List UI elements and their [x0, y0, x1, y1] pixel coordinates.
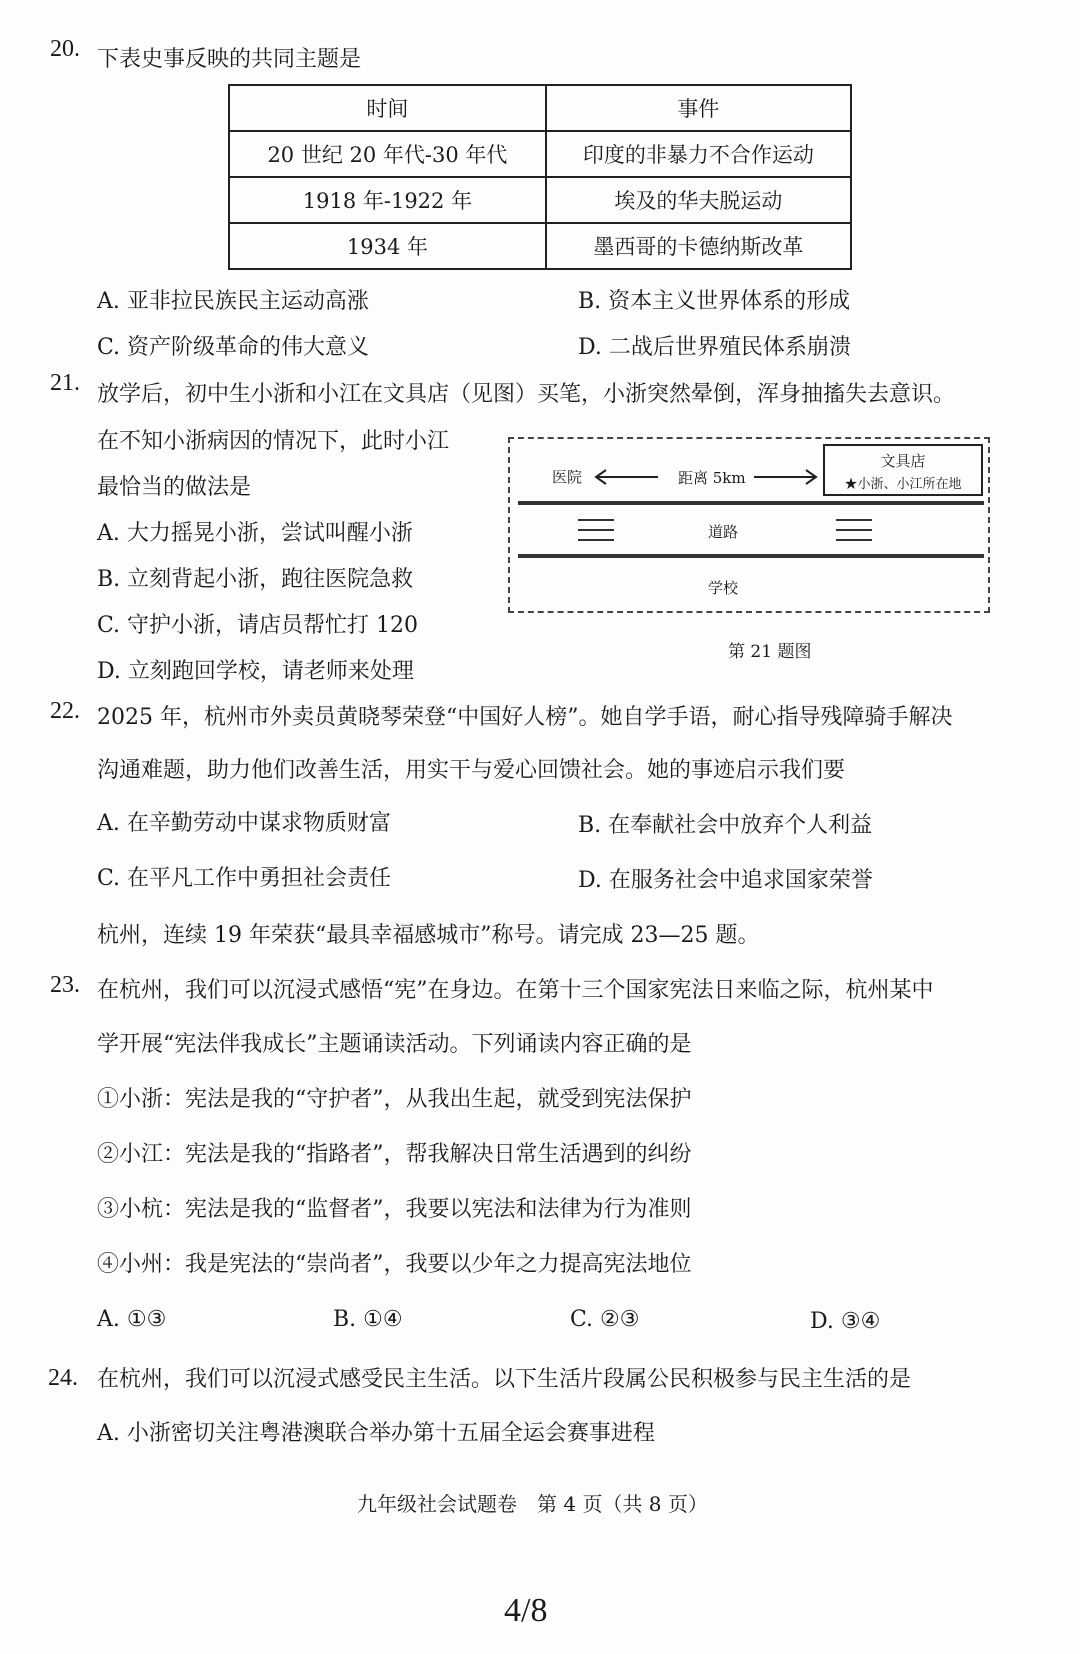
table-header-time: 时间: [229, 85, 546, 131]
q21-figure: [508, 437, 990, 613]
q23-option-d: D. ③④: [810, 1309, 881, 1334]
q22-option-a: A. 在辛勤劳动中谋求物质财富: [97, 811, 391, 836]
road-label: 道路: [708, 523, 739, 541]
q20-option-c: C. 资产阶级革命的伟大意义: [97, 335, 370, 360]
q20-option-d: D. 二战后世界殖民体系崩溃: [578, 335, 851, 360]
table-cell: 埃及的华夫脱运动: [546, 177, 851, 223]
school-label: 学校: [708, 579, 739, 597]
q22-option-d: D. 在服务社会中追求国家荣誉: [578, 868, 873, 893]
road-marking: [836, 539, 872, 541]
q24-stem: 在杭州，我们可以沉浸式感受民主生活。以下生活片段属公民积极参与民主生活的是: [97, 1367, 912, 1392]
q20-option-a: A. 亚非拉民族民主运动高涨: [97, 289, 369, 314]
q20-table: [228, 84, 852, 270]
q21-stem-line2: 在不知小浙病因的情况下，此时小江: [97, 429, 450, 454]
shop-location-note: ★小浙、小江所在地: [844, 477, 962, 492]
stationery-shop: [823, 444, 983, 496]
page-indicator: 4/8: [504, 1592, 548, 1629]
q23-option-b: B. ①④: [333, 1307, 403, 1332]
q23-option-a: A. ①③: [97, 1307, 167, 1332]
q24-option-a: A. 小浙密切关注粤港澳联合举办第十五届全运会赛事进程: [97, 1421, 655, 1446]
road-marking: [578, 519, 614, 521]
road-marking: [578, 529, 614, 531]
q20-stem: 下表史事反映的共同主题是: [97, 47, 362, 72]
q22-number: 22.: [50, 698, 80, 724]
table-cell: 1918 年-1922 年: [229, 177, 546, 223]
table-row: [229, 131, 851, 177]
road-edge-top: [518, 501, 984, 505]
table-cell: 印度的非暴力不合作运动: [546, 131, 851, 177]
q22-stem-line2: 沟通难题，助力他们改善生活，用实干与爱心回馈社会。她的事迹启示我们要: [97, 758, 846, 783]
table-row: [229, 177, 851, 223]
q21-option-a: A. 大力摇晃小浙，尝试叫醒小浙: [97, 521, 413, 546]
q23-item-4: ④小州：我是宪法的“崇尚者”，我要以少年之力提高宪法地位: [97, 1252, 692, 1277]
q23-item-1: ①小浙：宪法是我的“守护者”，从我出生起，就受到宪法保护: [97, 1087, 692, 1112]
q23-number: 23.: [50, 972, 80, 998]
shop-title: 文具店: [880, 452, 926, 470]
q21-stem-line3: 最恰当的做法是: [97, 475, 252, 500]
q21-figure-caption: 第 21 题图: [728, 642, 812, 662]
q23-stem-line1: 在杭州，我们可以沉浸式感悟“宪”在身边。在第十三个国家宪法日来临之际，杭州某中: [97, 978, 934, 1003]
q24-number: 24.: [48, 1365, 78, 1391]
q22-option-c: C. 在平凡工作中勇担社会责任: [97, 866, 392, 891]
q22-stem-line1: 2025 年，杭州市外卖员黄晓琴荣登“中国好人榜”。她自学手语，耐心指导残障骑手解决: [97, 705, 953, 730]
distance-label: 距离 5km: [678, 469, 746, 487]
q21-option-b: B. 立刻背起小浙，跑往医院急救: [97, 567, 414, 592]
q20-number: 20.: [50, 36, 80, 62]
road-marking: [836, 529, 872, 531]
q23-stem-line2: 学开展“宪法伴我成长”主题诵读活动。下列诵读内容正确的是: [97, 1032, 692, 1057]
table-cell: 1934 年: [229, 223, 546, 269]
q21-number: 21.: [50, 370, 80, 396]
q21-stem-line1: 放学后，初中生小浙和小江在文具店（见图）买笔，小浙突然晕倒，浑身抽搐失去意识。: [97, 382, 956, 407]
table-row: [229, 223, 851, 269]
q21-option-d: D. 立刻跑回学校，请老师来处理: [97, 659, 414, 684]
road-marking: [836, 519, 872, 521]
table-header-event: 事件: [546, 85, 851, 131]
road-edge-bottom: [518, 554, 984, 558]
table-cell: 20 世纪 20 年代-30 年代: [229, 131, 546, 177]
q23-option-c: C. ②③: [570, 1307, 640, 1332]
q22-option-b: B. 在奉献社会中放弃个人利益: [578, 813, 873, 838]
intro-23-25: 杭州，连续 19 年荣获“最具幸福感城市”称号。请完成 23—25 题。: [97, 923, 760, 948]
q23-item-3: ③小杭：宪法是我的“监督者”，我要以宪法和法律为行为准则: [97, 1197, 692, 1222]
hospital-label: 医院: [552, 468, 583, 486]
table-cell: 墨西哥的卡德纳斯改革: [546, 223, 851, 269]
q20-option-b: B. 资本主义世界体系的形成: [578, 289, 851, 314]
q23-item-2: ②小江：宪法是我的“指路者”，帮我解决日常生活遇到的纠纷: [97, 1142, 692, 1167]
road-marking: [578, 539, 614, 541]
q21-option-c: C. 守护小浙，请店员帮忙打 120: [97, 613, 419, 638]
page-footer: 九年级社会试题卷 第 4 页（共 8 页）: [357, 1492, 708, 1516]
